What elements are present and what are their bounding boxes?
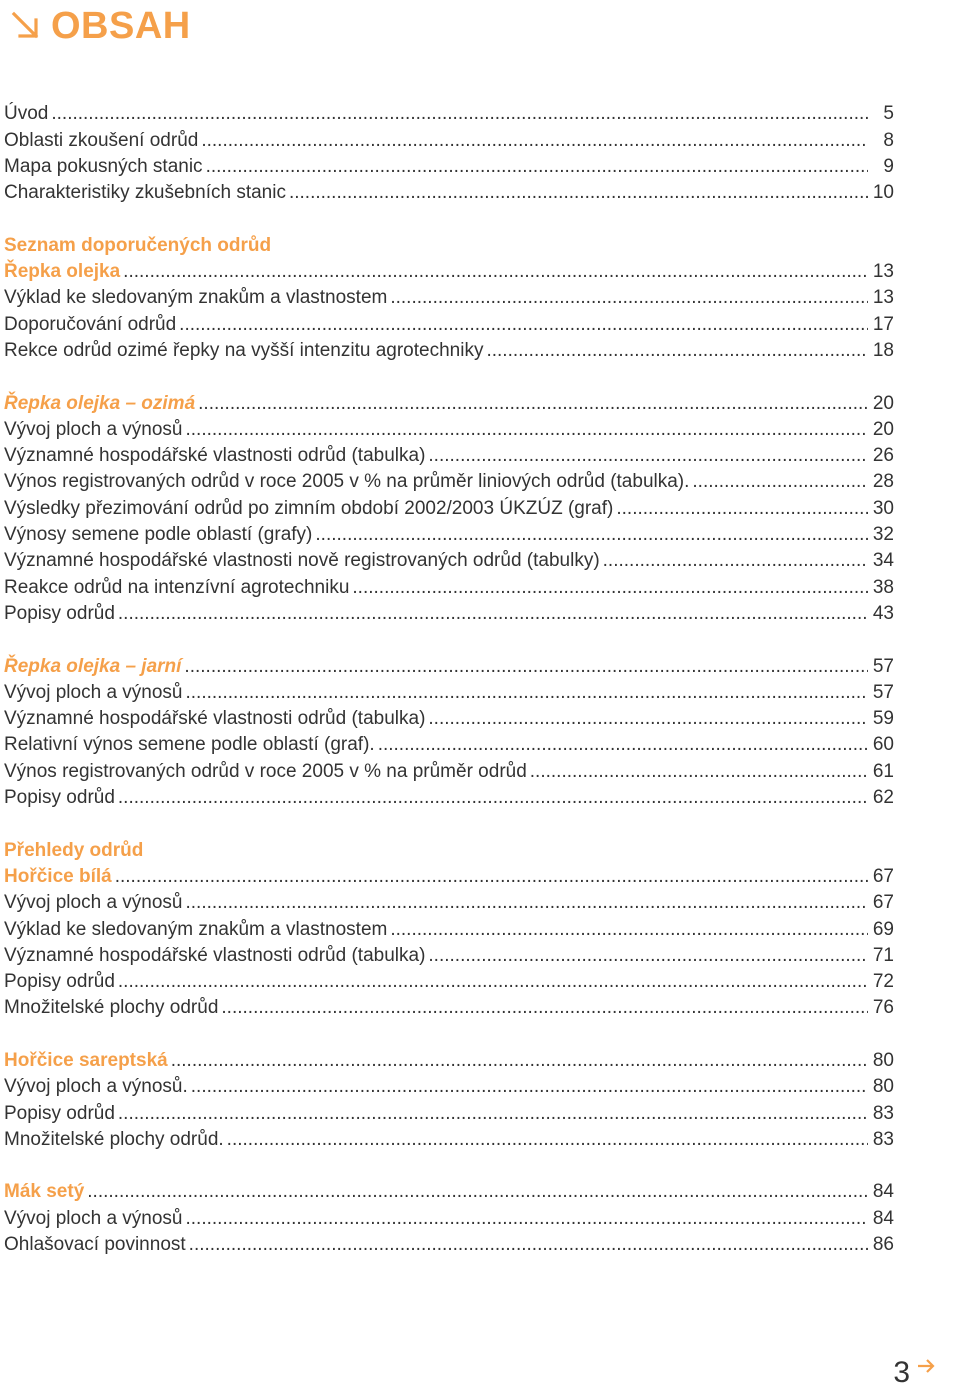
- toc-heading-entry[interactable]: [4, 862, 894, 888]
- toc-entry-label: Ohlašovací povinnost: [4, 1234, 186, 1256]
- toc-entry-label: Popisy odrůd: [4, 971, 115, 993]
- toc-page-number: 20: [872, 418, 894, 440]
- group-spacer: [4, 204, 894, 230]
- group-spacer: [4, 1151, 894, 1177]
- dot-leader: [201, 129, 868, 152]
- toc-entry-label: Hořčice sareptská: [4, 1049, 168, 1071]
- dot-leader: [390, 286, 868, 309]
- toc-page-number: 80: [872, 1049, 894, 1071]
- dot-leader: [171, 1049, 868, 1072]
- table-of-contents: [4, 99, 894, 1256]
- dot-leader: [186, 681, 869, 704]
- toc-heading-entry[interactable]: [4, 257, 894, 283]
- toc-entry[interactable]: [4, 1072, 894, 1098]
- group-spacer: [4, 1019, 894, 1045]
- dot-leader: [179, 313, 868, 336]
- toc-entry-label: Významné hospodářské vlastnosti nově registrovaných odrůd (tabulky): [4, 550, 600, 572]
- toc-entry-label: Charakteristiky zkušebních stanic: [4, 182, 286, 204]
- toc-page-number: 57: [872, 681, 894, 703]
- toc-entry[interactable]: [4, 1098, 894, 1124]
- toc-entry-label: Vývoj ploch a výnosů: [4, 1207, 183, 1229]
- toc-entry-label: Vývoj ploch a výnosů.: [4, 1076, 188, 1098]
- dot-leader: [184, 655, 868, 678]
- toc-page-number: 32: [872, 524, 894, 546]
- dot-leader: [221, 996, 868, 1019]
- page-footer: [893, 1353, 936, 1393]
- dot-leader: [118, 970, 868, 993]
- page-number: 3: [893, 1356, 910, 1389]
- toc-entry-label: Reakce odrůd na intenzívní agrotechniku: [4, 576, 350, 598]
- dot-leader: [191, 1075, 868, 1098]
- toc-page-number: 59: [872, 708, 894, 730]
- toc-entry-label: Mák setý: [4, 1181, 85, 1203]
- group-spacer: [4, 362, 894, 388]
- toc-entry-label: Relativní výnos semene podle oblastí (graf).: [4, 734, 375, 756]
- dot-leader: [115, 865, 868, 888]
- toc-entry[interactable]: [4, 783, 894, 809]
- toc-entry-label: Výnosy semene podle oblastí (grafy): [4, 524, 313, 546]
- toc-page-number: 5: [883, 103, 894, 125]
- toc-entry-label: Mapa pokusných stanic: [4, 155, 203, 177]
- toc-page-number: 10: [872, 182, 894, 204]
- toc-entry-label: Řepka olejka – ozimá: [4, 392, 196, 414]
- toc-entry[interactable]: [4, 493, 894, 519]
- page-header: [8, 4, 191, 48]
- section-title-label: Přehledy odrůd: [4, 839, 144, 861]
- section-title: [4, 230, 894, 256]
- toc-page-number: 62: [872, 787, 894, 809]
- toc-entry[interactable]: [4, 336, 894, 362]
- toc-heading-entry[interactable]: [4, 1046, 894, 1072]
- toc-entry-label: Rekce odrůd ozimé řepky na vyšší intenzitu agrotechniky: [4, 339, 484, 361]
- group-spacer: [4, 625, 894, 651]
- toc-page-number: 83: [872, 1128, 894, 1150]
- toc-entry-label: Řepka olejka – jarní: [4, 655, 182, 677]
- toc-entry[interactable]: [4, 1230, 894, 1256]
- toc-page-number: 8: [883, 129, 894, 151]
- dot-leader: [118, 1102, 868, 1125]
- toc-entry[interactable]: [4, 678, 894, 704]
- toc-entry[interactable]: [4, 467, 894, 493]
- toc-page-number: 83: [872, 1102, 894, 1124]
- dot-leader: [603, 549, 868, 572]
- toc-entry-label: Významné hospodářské vlastnosti odrůd (tabulka): [4, 944, 426, 966]
- toc-entry-label: Výsledky přezimování odrůd po zimním období 2002/2003 ÚKZÚZ (graf): [4, 497, 614, 519]
- dot-leader: [315, 523, 868, 546]
- toc-entry[interactable]: [4, 993, 894, 1019]
- toc-entry[interactable]: [4, 125, 894, 151]
- toc-page-number: 17: [872, 313, 894, 335]
- toc-page-number: 43: [872, 602, 894, 624]
- dot-leader: [289, 181, 868, 204]
- toc-entry-label: Úvod: [4, 103, 49, 125]
- toc-entry-label: Popisy odrůd: [4, 602, 115, 624]
- toc-page-number: 13: [872, 261, 894, 283]
- toc-page-number: 84: [872, 1181, 894, 1203]
- dot-leader: [123, 260, 868, 283]
- toc-entry-label: Popisy odrůd: [4, 1102, 115, 1124]
- toc-entry[interactable]: [4, 1203, 894, 1229]
- dot-leader: [189, 1233, 868, 1256]
- toc-entry-label: Hořčice bílá: [4, 865, 112, 887]
- toc-entry-label: Doporučování odrůd: [4, 313, 177, 335]
- toc-entry-label: Popisy odrůd: [4, 787, 115, 809]
- section-title-label: Seznam doporučených odrůd: [4, 234, 272, 256]
- dot-leader: [530, 760, 868, 783]
- toc-page-number: 30: [872, 497, 894, 519]
- dot-leader: [352, 576, 868, 599]
- toc-page-number: 60: [872, 734, 894, 756]
- toc-page-number: 71: [872, 944, 894, 966]
- arrow-right-icon: [916, 1357, 936, 1375]
- toc-page-number: 86: [872, 1234, 894, 1256]
- toc-page-number: 20: [872, 392, 894, 414]
- dot-leader: [616, 497, 868, 520]
- toc-entry[interactable]: [4, 599, 894, 625]
- toc-page-number: 9: [883, 155, 894, 177]
- toc-entry[interactable]: [4, 520, 894, 546]
- dot-leader: [428, 944, 868, 967]
- toc-heading-entry[interactable]: [4, 651, 894, 677]
- toc-entry[interactable]: [4, 572, 894, 598]
- toc-entry[interactable]: [4, 546, 894, 572]
- toc-entry[interactable]: [4, 283, 894, 309]
- dot-leader: [186, 891, 869, 914]
- toc-entry-label: Výklad ke sledovaným znakům a vlastnostem: [4, 287, 388, 309]
- dot-leader: [486, 339, 868, 362]
- toc-entry-label: Vývoj ploch a výnosů: [4, 418, 183, 440]
- toc-page-number: 34: [872, 550, 894, 572]
- dot-leader: [206, 155, 868, 178]
- toc-page-number: 26: [872, 445, 894, 467]
- toc-heading-entry[interactable]: [4, 1177, 894, 1203]
- toc-entry[interactable]: [4, 441, 894, 467]
- toc-heading-entry[interactable]: [4, 388, 894, 414]
- dot-leader: [390, 918, 868, 941]
- toc-page-number: 61: [872, 760, 894, 782]
- dot-leader: [692, 470, 868, 493]
- toc-page-number: 72: [872, 971, 894, 993]
- arrow-down-right-icon: [8, 8, 44, 44]
- dot-leader: [428, 444, 868, 467]
- dot-leader: [118, 602, 868, 625]
- toc-entry-label: Řepka olejka: [4, 261, 121, 283]
- toc-entry[interactable]: [4, 415, 894, 441]
- toc-entry[interactable]: [4, 309, 894, 335]
- toc-entry[interactable]: [4, 99, 894, 125]
- dot-leader: [87, 1180, 868, 1203]
- group-spacer: [4, 809, 894, 835]
- toc-entry-label: Vývoj ploch a výnosů: [4, 681, 183, 703]
- toc-entry[interactable]: [4, 756, 894, 782]
- toc-entry[interactable]: [4, 888, 894, 914]
- section-title: [4, 835, 894, 861]
- toc-entry[interactable]: [4, 941, 894, 967]
- dot-leader: [198, 392, 868, 415]
- toc-page-number: 18: [872, 339, 894, 361]
- toc-entry-label: Vývoj ploch a výnosů: [4, 892, 183, 914]
- toc-page-number: 80: [872, 1076, 894, 1098]
- dot-leader: [51, 102, 868, 125]
- dot-leader: [428, 707, 868, 730]
- toc-page-number: 69: [872, 918, 894, 940]
- toc-page-number: 67: [872, 865, 894, 887]
- dot-leader: [227, 1128, 868, 1151]
- toc-entry-label: Množitelské plochy odrůd.: [4, 1128, 224, 1150]
- toc-entry[interactable]: [4, 914, 894, 940]
- toc-entry-label: Významné hospodářské vlastnosti odrůd (tabulka): [4, 708, 426, 730]
- toc-entry-label: Výklad ke sledovaným znakům a vlastnostem: [4, 918, 388, 940]
- page-title: OBSAH: [51, 4, 191, 47]
- toc-page-number: 13: [872, 287, 894, 309]
- toc-entry-label: Výnos registrovaných odrůd v roce 2005 v % na průměr liniových odrůd (tabulka).: [4, 471, 690, 493]
- toc-entry[interactable]: [4, 967, 894, 993]
- dot-leader: [378, 733, 868, 756]
- toc-page-number: 67: [872, 892, 894, 914]
- toc-entry-label: Množitelské plochy odrůd: [4, 997, 219, 1019]
- toc-entry-label: Významné hospodářské vlastnosti odrůd (tabulka): [4, 445, 426, 467]
- toc-entry-label: Výnos registrovaných odrůd v roce 2005 v % na průměr odrůd: [4, 760, 527, 782]
- toc-page-number: 76: [872, 997, 894, 1019]
- toc-entry[interactable]: [4, 730, 894, 756]
- dot-leader: [186, 1207, 869, 1230]
- dot-leader: [186, 418, 869, 441]
- toc-entry[interactable]: [4, 178, 894, 204]
- toc-page-number: 28: [872, 471, 894, 493]
- toc-page-number: 57: [872, 655, 894, 677]
- toc-entry[interactable]: [4, 152, 894, 178]
- toc-entry-label: Oblasti zkoušení odrůd: [4, 129, 199, 151]
- toc-entry[interactable]: [4, 704, 894, 730]
- dot-leader: [118, 786, 868, 809]
- toc-entry[interactable]: [4, 1125, 894, 1151]
- toc-page-number: 38: [872, 576, 894, 598]
- toc-page-number: 84: [872, 1207, 894, 1229]
